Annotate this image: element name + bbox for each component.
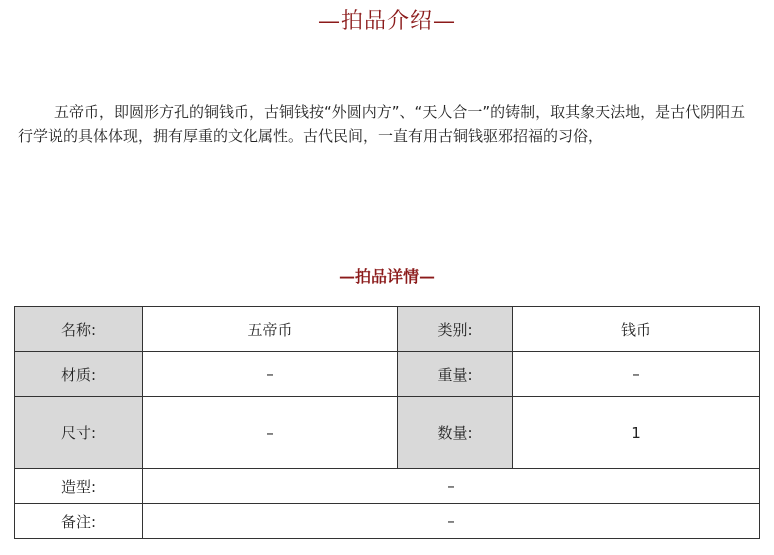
table-row: [15, 352, 760, 397]
size-value: –: [143, 397, 398, 469]
name-value: 五帝币: [143, 307, 398, 352]
table-row: [15, 307, 760, 352]
weight-value: –: [513, 352, 760, 397]
table-row: [15, 469, 760, 504]
category-label: 类别:: [398, 307, 513, 352]
size-label: 尺寸:: [15, 397, 143, 469]
category-value: 钱币: [513, 307, 760, 352]
quantity-label: 数量:: [398, 397, 513, 469]
name-label: 名称:: [15, 307, 143, 352]
table-row: [15, 397, 760, 469]
table-row: [15, 504, 760, 539]
page-title: —拍品介绍—: [317, 9, 456, 34]
details-table: [14, 306, 760, 539]
material-label: 材质:: [15, 352, 143, 397]
intro-paragraph: 五帝币，即圆形方孔的铜钱币，古铜钱按“外圆内方”、“天人合一”的铸制，取其象天法地，是古代阴阳五行学说的具体体现，拥有厚重的文化属性。古代民间，一直有用古铜钱驱邪招福的习俗，: [18, 103, 746, 145]
material-value: –: [143, 352, 398, 397]
note-value: –: [143, 504, 760, 539]
shape-value: –: [143, 469, 760, 504]
weight-label: 重量:: [398, 352, 513, 397]
shape-label: 造型:: [15, 469, 143, 504]
section-title: —拍品详情—: [338, 267, 435, 286]
quantity-value: 1: [513, 397, 760, 469]
note-label: 备注:: [15, 504, 143, 539]
